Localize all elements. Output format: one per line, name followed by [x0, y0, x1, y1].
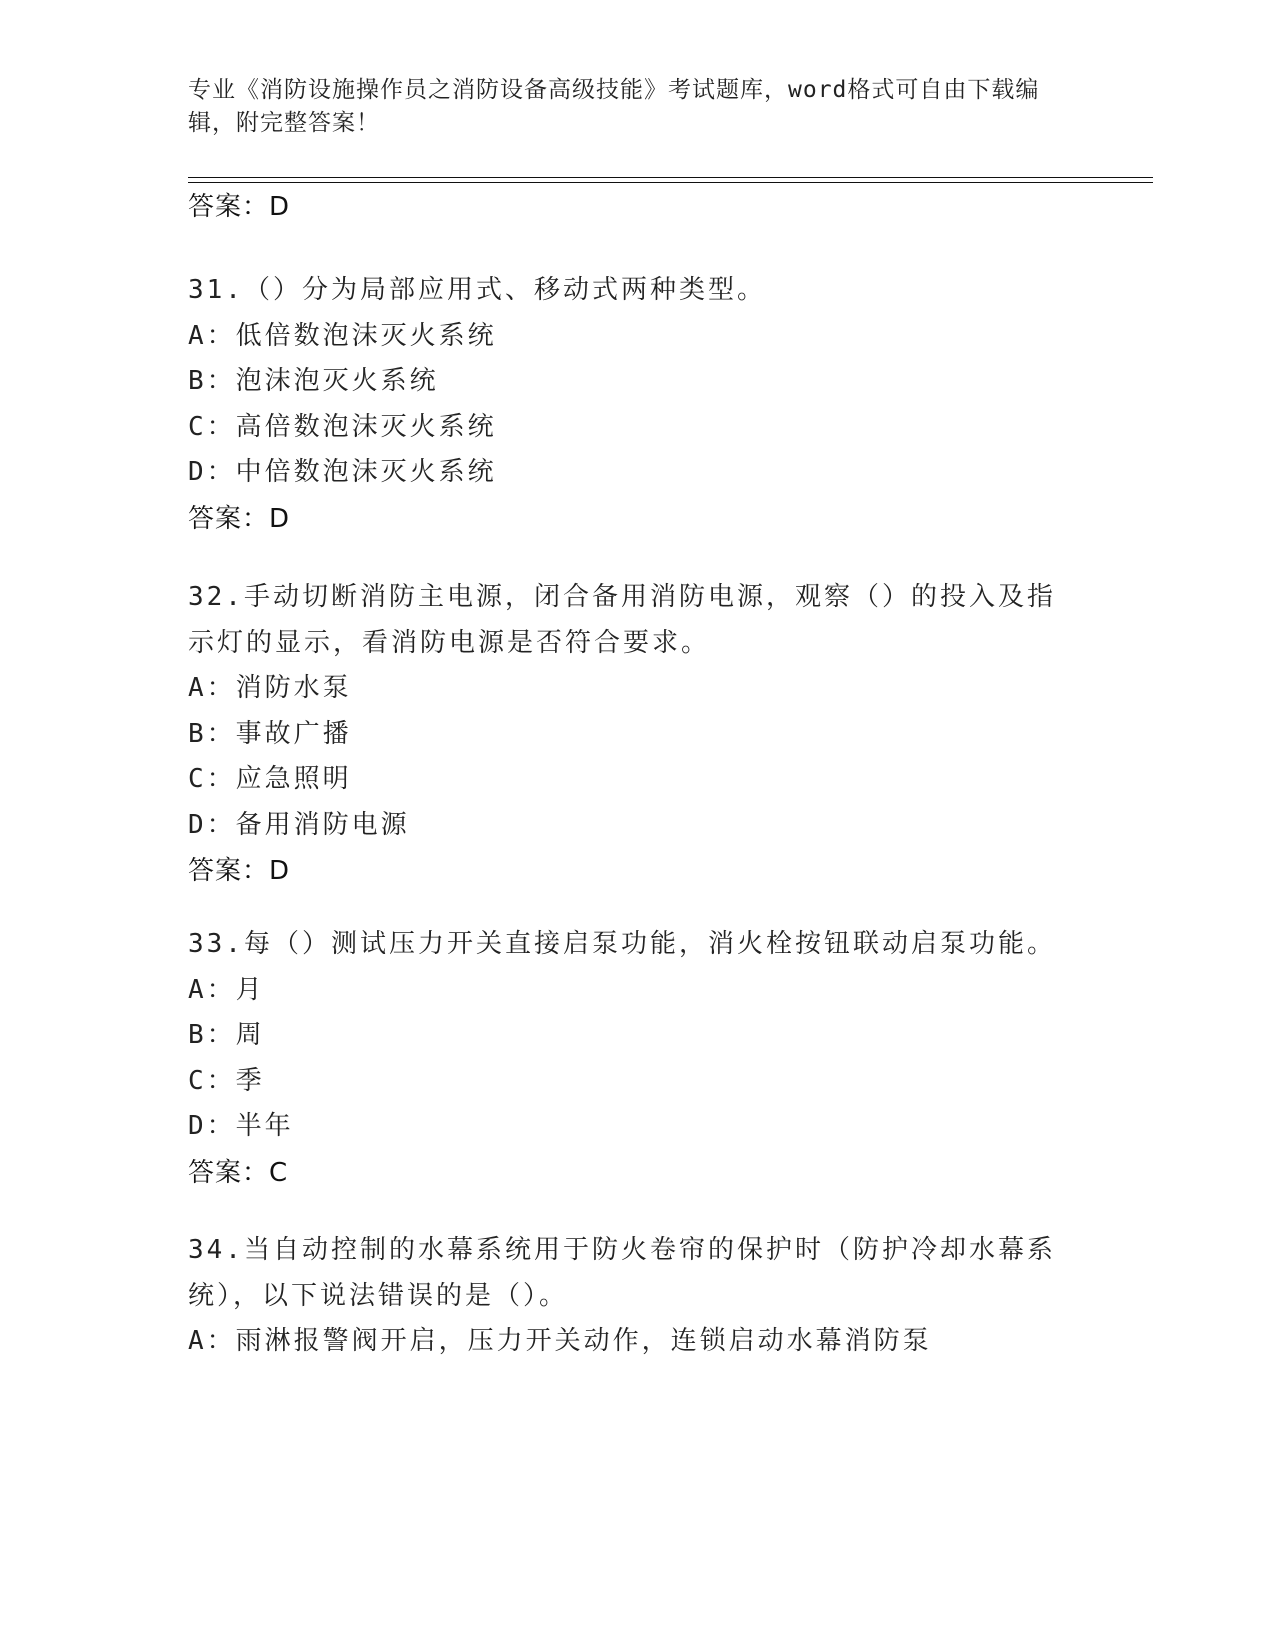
answer-label: 答案：D	[188, 856, 291, 886]
option-c: C：高倍数泡沫灭火系统	[188, 411, 497, 442]
option-d: D：半年	[188, 1111, 294, 1141]
previous-answer-block	[188, 184, 1088, 230]
option-b: B：事故广播	[188, 718, 352, 749]
option-b: B：泡沫泡灭火系统	[188, 366, 439, 396]
option-a: A：低倍数泡沫灭火系统	[188, 320, 497, 351]
answer-label: 答案：D	[188, 192, 291, 222]
question-32	[188, 575, 1088, 894]
answer-label: 答案：C	[188, 1157, 289, 1188]
question-31	[188, 268, 1088, 542]
option-a: A：消防水泵	[188, 673, 352, 703]
option-d: D：备用消防电源	[188, 809, 410, 840]
option-d: D：中倍数泡沫灭火系统	[188, 457, 497, 487]
option-c: C：季	[188, 1065, 265, 1096]
question-stem: 31.（）分为局部应用式、移动式两种类型。	[188, 275, 766, 305]
option-b: B：周	[188, 1020, 265, 1050]
option-c: C：应急照明	[188, 764, 352, 794]
question-stem: 34.当自动控制的水幕系统用于防火卷帘的保护时（防护冷却水幕系统），以下说法错误的是（）。	[188, 1235, 1056, 1311]
question-stem: 32.手动切断消防主电源，闭合备用消防电源，观察（）的投入及指示灯的显示，看消防电源是否符合要求。	[188, 582, 1056, 658]
question-33	[188, 922, 1088, 1196]
question-stem: 33.每（）测试压力开关直接启泵功能，消火栓按钮联动启泵功能。	[188, 929, 1056, 959]
header-divider-top	[188, 177, 1153, 178]
option-a: A：雨淋报警阀开启，压力开关动作，连锁启动水幕消防泵	[188, 1326, 932, 1356]
option-a: A：月	[188, 974, 265, 1005]
question-34	[188, 1228, 1088, 1365]
header-divider-bottom	[188, 182, 1153, 183]
answer-label: 答案：D	[188, 503, 291, 534]
document-header: 专业《消防设施操作员之消防设备高级技能》考试题库，word格式可自由下载编辑，附完整答案！	[188, 77, 1040, 136]
